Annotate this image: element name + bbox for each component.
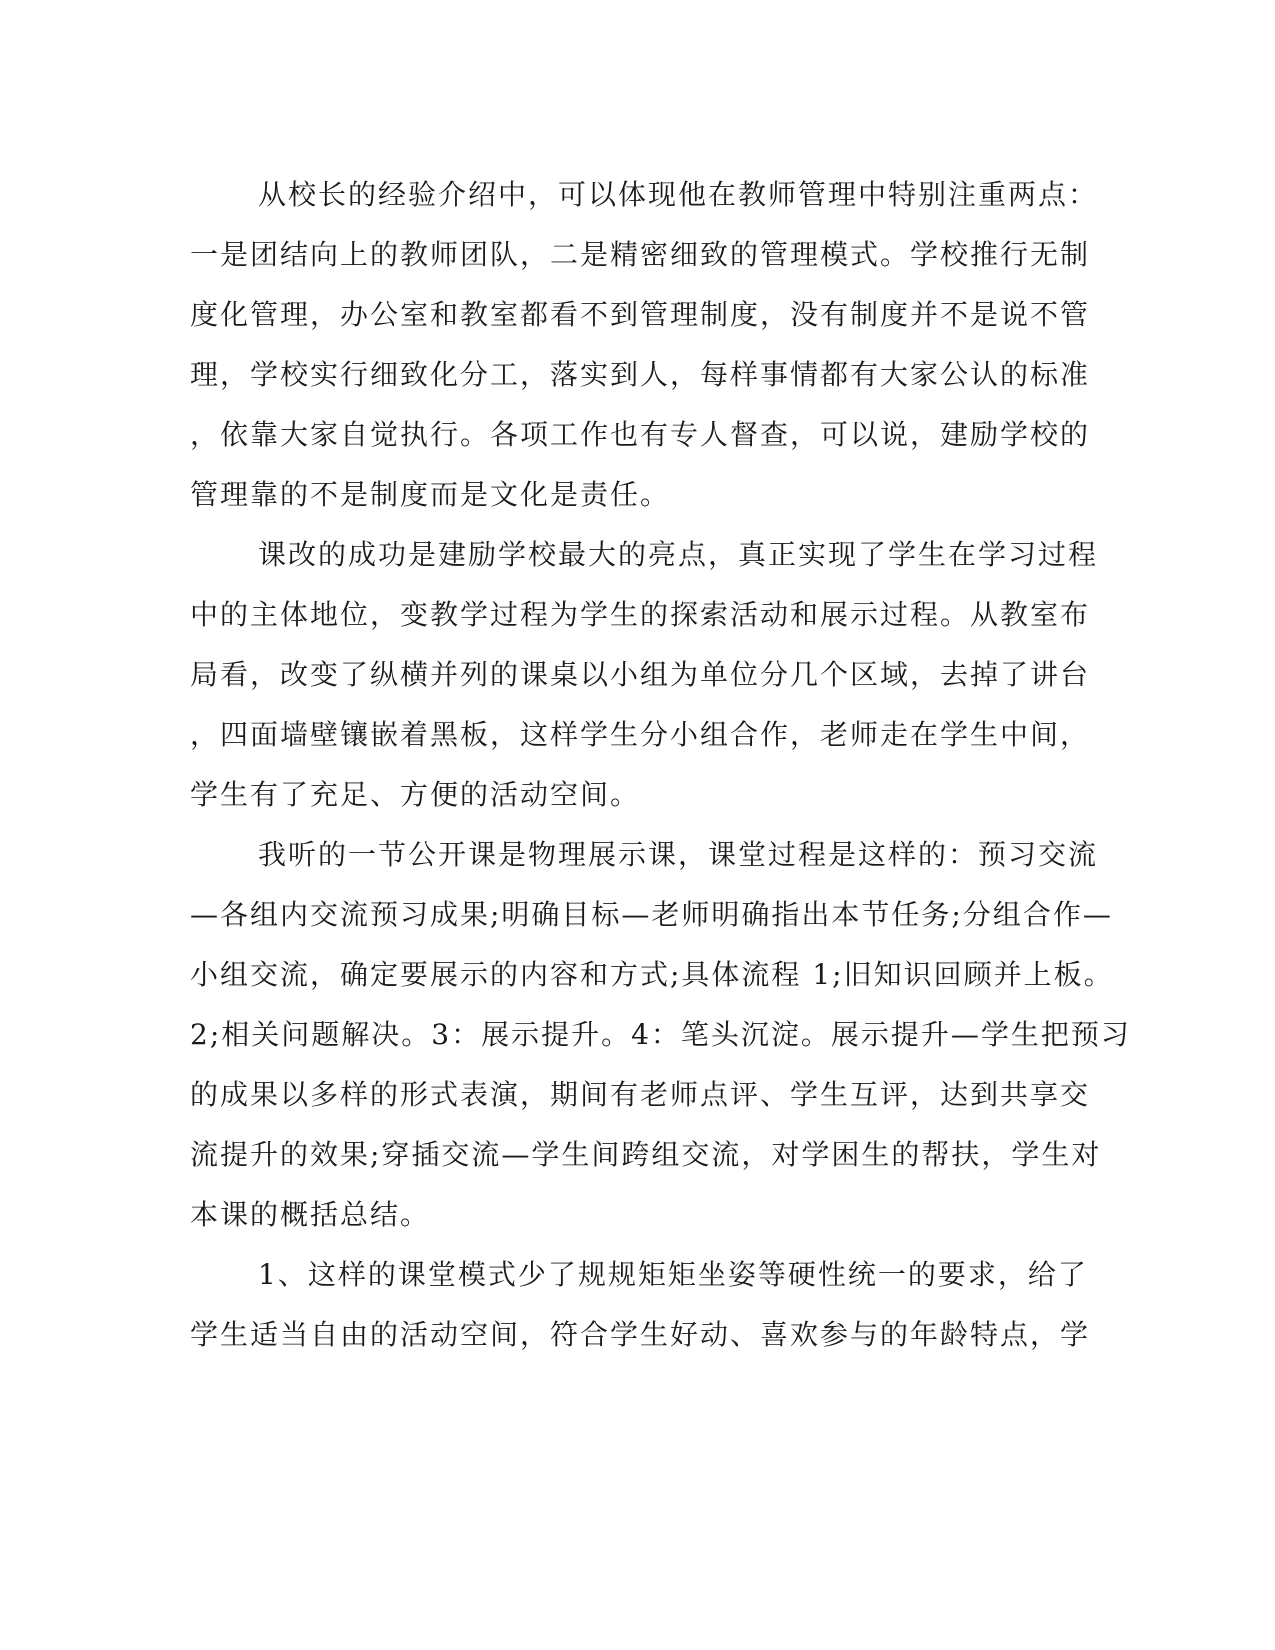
text-line: 中的主体地位，变教学过程为学生的探索活动和展示过程。从教室布 (190, 598, 1091, 631)
text-line: 局看，改变了纵横并列的课桌以小组为单位分几个区域，去掉了讲台 (190, 658, 1091, 691)
text-line: 我听的一节公开课是物理展示课，课堂过程是这样的：预习交流 (258, 838, 1099, 871)
text-line: 2;相关问题解决。3：展示提升。4：笔头沉淀。展示提升—学生把预习 (190, 1018, 1131, 1051)
paragraph (190, 825, 1131, 1245)
text-line: 学生有了充足、方便的活动空间。 (190, 778, 641, 811)
text-line: —各组内交流预习成果;明确目标—老师明确指出本节任务;分组合作— (190, 898, 1113, 931)
paragraph (190, 165, 1099, 525)
text-line: 流提升的效果;穿插交流—学生间跨组交流，对学困生的帮扶，学生对 (190, 1138, 1102, 1171)
text-line: 理，学校实行细致化分工，落实到人，每样事情都有大家公认的标准 (190, 358, 1091, 391)
text-line: 本课的概括总结。 (190, 1198, 431, 1231)
text-line: 课改的成功是建励学校最大的亮点，真正实现了学生在学习过程 (258, 538, 1099, 571)
text-line: ，依靠大家自觉执行。各项工作也有专人督查，可以说，建励学校的 (190, 418, 1091, 451)
text-line: 学生适当自由的活动空间，符合学生好动、喜欢参与的年龄特点，学 (190, 1318, 1091, 1351)
text-line: ，四面墙壁镶嵌着黑板，这样学生分小组合作，老师走在学生中间， (190, 718, 1091, 751)
text-line: 小组交流，确定要展示的内容和方式;具体流程 1;旧知识回顾并上板。 (190, 958, 1114, 991)
text-line: 一是团结向上的教师团队，二是精密细致的管理模式。学校推行无制 (190, 238, 1091, 271)
document-body (190, 165, 1131, 1365)
paragraph (190, 525, 1099, 825)
text-line: 1、这样的课堂模式少了规规矩矩坐姿等硬性统一的要求，给了 (258, 1258, 1088, 1291)
text-line: 管理靠的不是制度而是文化是责任。 (190, 478, 671, 511)
paragraph (190, 1245, 1091, 1365)
text-line: 的成果以多样的形式表演，期间有老师点评、学生互评，达到共享交 (190, 1078, 1091, 1111)
text-line: 度化管理，办公室和教室都看不到管理制度，没有制度并不是说不管 (190, 298, 1091, 331)
text-line: 从校长的经验介绍中，可以体现他在教师管理中特别注重两点： (258, 178, 1099, 211)
